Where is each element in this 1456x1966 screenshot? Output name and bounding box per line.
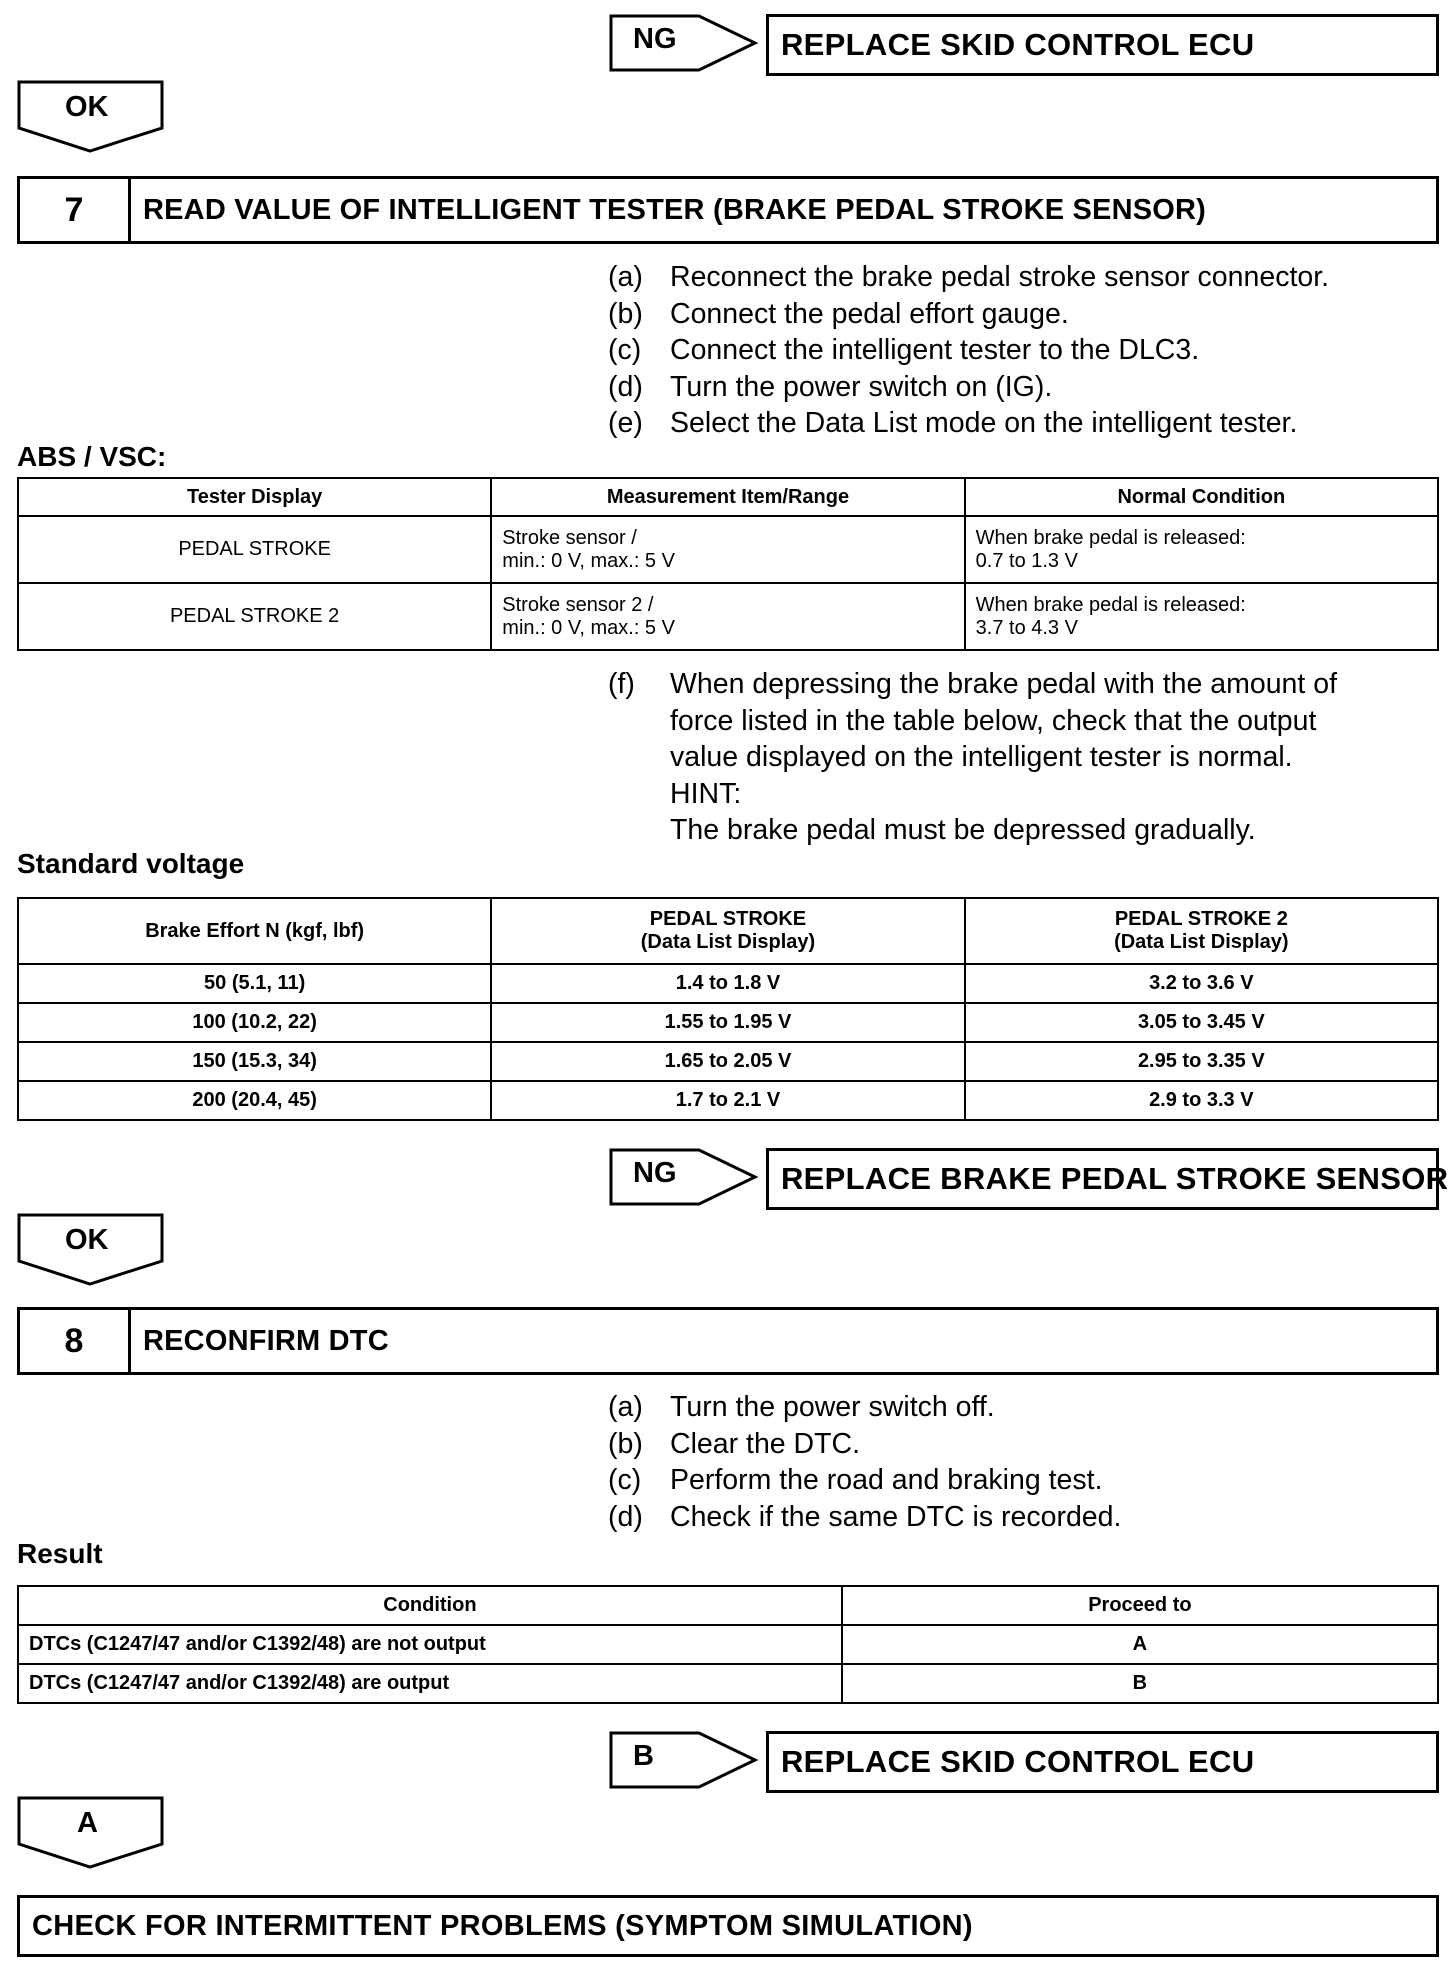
table-cell: 2.95 to 3.35 V bbox=[965, 1042, 1438, 1081]
table-cell: 1.4 to 1.8 V bbox=[491, 964, 964, 1003]
table-cell: Stroke sensor / min.: 0 V, max.: 5 V bbox=[491, 516, 964, 583]
result-label: Result bbox=[17, 1538, 103, 1569]
table-row bbox=[18, 583, 1438, 650]
step-7-header bbox=[17, 176, 1439, 244]
ng-flag-top bbox=[609, 14, 759, 72]
column-header: Condition bbox=[18, 1586, 842, 1625]
a-flag-label: A bbox=[77, 1807, 98, 1839]
table-cell: Stroke sensor 2 / min.: 0 V, max.: 5 V bbox=[491, 583, 964, 650]
ok-flag-step7 bbox=[17, 1213, 165, 1287]
final-title: CHECK FOR INTERMITTENT PROBLEMS (SYMPTOM SIMULATION) bbox=[32, 1909, 973, 1942]
list-item: (f) When depressing the brake pedal with the amount of force listed in the table below, check that the output value displayed on the intelligent tester is normal. HINT: The brake pedal must be depressed gradually. bbox=[608, 668, 1337, 846]
table-row bbox=[18, 1042, 1438, 1081]
list-item: (e) Select the Data List mode on the intelligent tester. bbox=[608, 407, 1298, 439]
list-item: (c) Connect the intelligent tester to the DLC3. bbox=[608, 334, 1200, 366]
table-header-row bbox=[18, 1586, 1438, 1625]
table-header-row bbox=[18, 898, 1438, 964]
table-cell: B bbox=[842, 1664, 1438, 1703]
column-header: Measurement Item/Range bbox=[491, 478, 964, 516]
action-label: REPLACE SKID CONTROL ECU bbox=[781, 27, 1255, 62]
standard-voltage-label: Standard voltage bbox=[17, 848, 245, 879]
table-cell: DTCs (C1247/47 and/or C1392/48) are not output bbox=[18, 1625, 842, 1664]
replace-skid-ecu-box-2 bbox=[766, 1731, 1439, 1793]
step-number: 8 bbox=[20, 1310, 131, 1372]
ok-flag-label: OK bbox=[65, 91, 109, 123]
column-header: PEDAL STROKE (Data List Display) bbox=[491, 898, 964, 964]
table-row bbox=[18, 1625, 1438, 1664]
table-header-row bbox=[18, 478, 1438, 516]
table-cell: 1.7 to 2.1 V bbox=[491, 1081, 964, 1120]
step-7-instructions bbox=[608, 259, 1329, 442]
list-item: (a) Reconnect the brake pedal stroke sensor connector. bbox=[608, 261, 1330, 293]
ng-arrow-icon bbox=[609, 1148, 759, 1206]
standard-voltage-table bbox=[17, 897, 1439, 1121]
ok-flag-top bbox=[17, 80, 165, 154]
table-row bbox=[18, 964, 1438, 1003]
table-cell: 2.9 to 3.3 V bbox=[965, 1081, 1438, 1120]
step-8-instructions bbox=[608, 1389, 1121, 1535]
abs-vsc-label: ABS / VSC: bbox=[17, 441, 167, 472]
action-label: REPLACE BRAKE PEDAL STROKE SENSOR bbox=[781, 1161, 1449, 1196]
table-cell: DTCs (C1247/47 and/or C1392/48) are output bbox=[18, 1664, 842, 1703]
table-cell: 1.65 to 2.05 V bbox=[491, 1042, 964, 1081]
list-item: (b) Connect the pedal effort gauge. bbox=[608, 297, 1069, 330]
table-cell: When brake pedal is released: 3.7 to 4.3 V bbox=[965, 583, 1438, 650]
check-intermittent-box bbox=[17, 1895, 1439, 1957]
column-header: Normal Condition bbox=[965, 478, 1438, 516]
table-cell: 3.05 to 3.45 V bbox=[965, 1003, 1438, 1042]
ng-flag-label: NG bbox=[633, 23, 677, 55]
list-item: (d) Check if the same DTC is recorded. bbox=[608, 1500, 1122, 1533]
table-cell: 100 (10.2, 22) bbox=[18, 1003, 491, 1042]
table-cell: 150 (15.3, 34) bbox=[18, 1042, 491, 1081]
replace-skid-ecu-box bbox=[766, 14, 1439, 76]
column-header: PEDAL STROKE 2 (Data List Display) bbox=[965, 898, 1438, 964]
list-item: (a) Turn the power switch off. bbox=[608, 1391, 995, 1423]
list-item: (b) Clear the DTC. bbox=[608, 1427, 861, 1460]
ng-flag-step7 bbox=[609, 1148, 759, 1206]
b-flag bbox=[609, 1731, 759, 1789]
b-arrow-icon bbox=[609, 1731, 759, 1789]
table-row bbox=[18, 1081, 1438, 1120]
table-cell: 3.2 to 3.6 V bbox=[965, 964, 1438, 1003]
table-cell: 1.55 to 1.95 V bbox=[491, 1003, 964, 1042]
table-row bbox=[18, 1664, 1438, 1703]
table-row bbox=[18, 1003, 1438, 1042]
action-label: REPLACE SKID CONTROL ECU bbox=[781, 1744, 1255, 1779]
replace-pedal-sensor-box bbox=[766, 1148, 1449, 1210]
table-row bbox=[18, 516, 1438, 583]
abs-vsc-table bbox=[17, 477, 1439, 651]
step-number: 7 bbox=[20, 179, 131, 241]
table-cell: 200 (20.4, 45) bbox=[18, 1081, 491, 1120]
table-cell: When brake pedal is released: 0.7 to 1.3 V bbox=[965, 516, 1438, 583]
table-cell: PEDAL STROKE bbox=[18, 516, 491, 583]
result-table bbox=[17, 1585, 1439, 1704]
column-header: Tester Display bbox=[18, 478, 491, 516]
list-item: (c) Perform the road and braking test. bbox=[608, 1464, 1103, 1496]
column-header: Brake Effort N (kgf, lbf) bbox=[18, 898, 491, 964]
ng-arrow-icon bbox=[609, 14, 759, 72]
ng-flag-label: NG bbox=[633, 1157, 677, 1189]
list-item: (d) Turn the power switch on (IG). bbox=[608, 370, 1053, 403]
table-cell: A bbox=[842, 1625, 1438, 1664]
step-7-instruction-f bbox=[608, 666, 1337, 849]
table-cell: PEDAL STROKE 2 bbox=[18, 583, 491, 650]
a-flag bbox=[17, 1796, 165, 1870]
step-8-header bbox=[17, 1307, 1439, 1375]
table-cell: 50 (5.1, 11) bbox=[18, 964, 491, 1003]
column-header: Proceed to bbox=[842, 1586, 1438, 1625]
ok-flag-label: OK bbox=[65, 1224, 109, 1256]
step-title: READ VALUE OF INTELLIGENT TESTER (BRAKE PEDAL STROKE SENSOR) bbox=[143, 193, 1207, 226]
step-title: RECONFIRM DTC bbox=[143, 1324, 389, 1357]
b-flag-label: B bbox=[633, 1740, 654, 1772]
